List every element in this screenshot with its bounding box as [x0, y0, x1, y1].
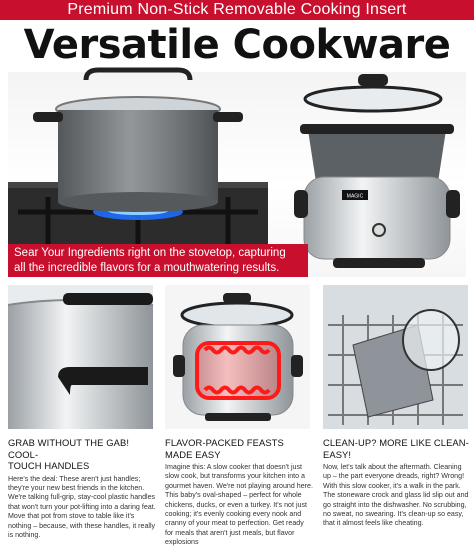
cooker-photo [165, 285, 310, 429]
headline: Versatile Cookware [23, 22, 451, 68]
caption-line-2: all the incredible flavors for a mouthwatering results. [14, 262, 280, 274]
slow-cooker [294, 124, 460, 268]
caption-line-1: Sear Your Ingredients right on the stovetop, capturing [14, 247, 286, 259]
lid-handle [63, 293, 153, 305]
feature-title: GRAB WITHOUT THE GAB! COOL- TOUCH HANDLES [8, 437, 130, 471]
feature-cleanup [323, 437, 471, 529]
control-knob [373, 224, 385, 236]
glass-lid [305, 74, 441, 111]
pot [33, 70, 243, 212]
top-banner [0, 0, 474, 20]
heat-element [197, 343, 279, 398]
feature-title: CLEAN-UP? MORE LIKE CLEAN-EASY! [323, 437, 469, 460]
dishwasher-photo [323, 285, 468, 429]
feature-handles [8, 437, 156, 540]
lid [403, 310, 459, 370]
feature-body: Imagine this: A slow cooker that doesn't just slow cook, but transforms your kitchen into a gourmet haven. We're not playing around here. This baby's oval-shaped – perfect for whole chickens, ducks, or even a turkey. It's not just cooking; it's evenly cooking every nook and cranny of your meat to perfection. Get ready for meals that aren't just meals, but flavor explosions [165, 463, 313, 547]
handles-photo [8, 285, 153, 429]
feature-body: Here's the deal: These aren't just handles; they're your new best friends in the kitchen. We're talking full-grip, stay-cool plastic handles that won't turn your pot-lifting into a daring feat. Move that pot from stove to table like it's nothing – because, with these handles, it really is nothing. [8, 474, 156, 539]
feature-body: Now, let's talk about the aftermath. Cleaning up – the part everyone dreads, right? Wrong! With this slow cooker, it's a walk in the park. The stoneware crock and glass lid slip out and go straight into the dishwasher. No scrubbing, no sweat, no swearing. It's clean-up so easy, that it almost feels like cheating. [323, 463, 469, 528]
hero-caption [8, 244, 308, 277]
feature-title: FLAVOR-PACKED FEASTS MADE EASY [165, 437, 284, 460]
banner-text: Premium Non-Stick Removable Cooking Insert [67, 1, 407, 18]
logo-text: MAGIC [346, 193, 364, 200]
feature-flavor [165, 437, 313, 548]
